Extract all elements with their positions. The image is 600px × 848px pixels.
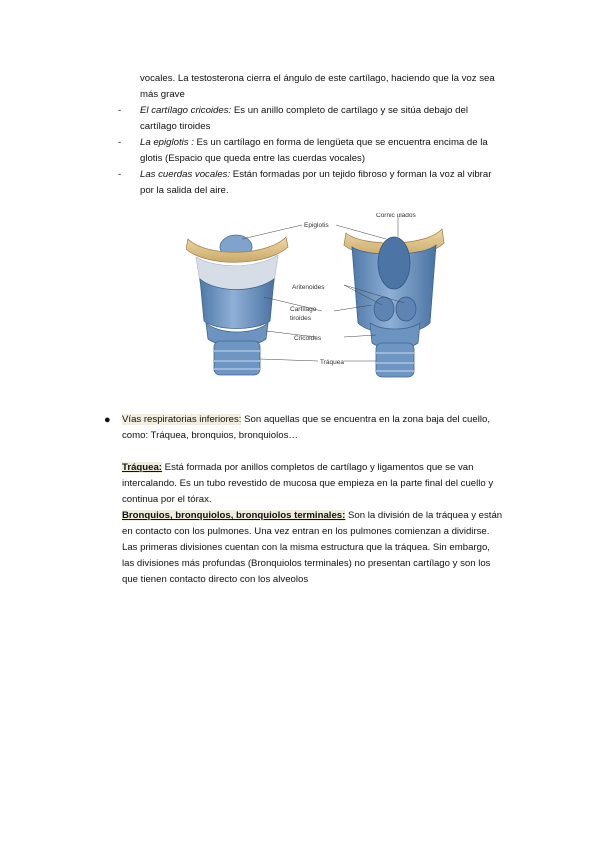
list-item-text-cont: glotis (Espacio que queda entre las cuerdas vocales) <box>140 153 366 164</box>
bullet-marker: ● <box>104 414 111 426</box>
continuation-line-2: más grave <box>140 89 185 100</box>
list-item-text: Están formadas por un tejido fibroso y forman la voz al vibrar <box>230 169 492 180</box>
list-item-text: Es un cartílago en forma de lengüeta que se encuentra encima de la <box>193 137 488 148</box>
bullet-line-2: como: Tráquea, bronquios, bronquiolos… <box>122 430 298 441</box>
traquea-heading: Tráquea: <box>122 462 162 473</box>
larynx-illustration <box>186 213 516 383</box>
list-item-term: Las cuerdas vocales: <box>140 169 231 180</box>
arytenoid-right-shape <box>396 297 416 321</box>
list-item-cricoides <box>140 103 468 119</box>
bronquios-text: Son la división de la tráquea y están <box>345 510 503 521</box>
larynx-anterior-view <box>186 235 288 375</box>
arytenoid-left-shape <box>374 297 394 321</box>
larynx-posterior-view <box>344 229 444 377</box>
epiglottis-posterior-shape <box>378 237 410 289</box>
traquea-line-1 <box>122 460 473 476</box>
label-epiglotis: Epiglotis <box>304 222 329 229</box>
label-cricoides: Cricoides <box>294 335 322 342</box>
label-cartilago: Cartílago <box>290 306 317 313</box>
larynx-svg <box>186 213 516 383</box>
label-corniculados: Cornic ulados <box>376 213 416 219</box>
bronquios-line-5: que tienen contacto directo con los alveolos <box>122 574 309 585</box>
list-dash: - <box>118 169 122 180</box>
traquea-line-2: intercalando. Es un tubo revestido de mucosa que empieza en la parte final del cuello y <box>122 478 494 489</box>
list-dash: - <box>118 137 122 148</box>
label-traquea: Tráquea <box>320 359 344 366</box>
list-item-term: El cartílago cricoides: <box>140 105 232 116</box>
list-item-epiglotis <box>140 135 488 151</box>
traquea-text: Está formada por anillos completos de cartílago y ligamentos que se van <box>162 462 474 473</box>
traquea-line-3: continua por el tórax. <box>122 494 212 505</box>
list-dash: - <box>118 105 122 116</box>
bronquios-line-4: las divisiones más profundas (Bronquiolos terminales) no presentan cartílago y son los <box>122 558 491 569</box>
section-heading-inferiores: Vías respiratorias inferiores: <box>122 414 242 425</box>
list-item-text-cont: por la salida del aire. <box>140 185 229 196</box>
label-tiroides: tiroides <box>290 315 311 322</box>
list-item-text-cont: cartílago tiroides <box>140 121 211 132</box>
bronquios-line-3: Las primeras divisiones cuentan con la misma estructura que la tráquea. Sin embargo, <box>122 542 490 553</box>
bullet-line-1 <box>122 412 490 428</box>
bronquios-line-2: en contacto con los pulmones. Una vez entran en los pulmones comienzan a dividirse. <box>122 526 490 537</box>
bronquios-heading: Bronquios, bronquiolos, bronquiolos terminales: <box>122 510 346 521</box>
list-item-text: Es un anillo completo de cartílago y se sitúa debajo del <box>231 105 468 116</box>
bronquios-line-1 <box>122 508 502 524</box>
label-aritenoides: Aritenoides <box>292 284 325 291</box>
list-item-cuerdas-vocales <box>140 167 491 183</box>
continuation-line-1: vocales. La testosterona cierra el ángulo de este cartílago, haciendo que la voz sea <box>140 73 495 84</box>
bullet-text: Son aquellas que se encuentra en la zona baja del cuello, <box>241 414 490 425</box>
list-item-term: La epiglotis : <box>140 137 194 148</box>
